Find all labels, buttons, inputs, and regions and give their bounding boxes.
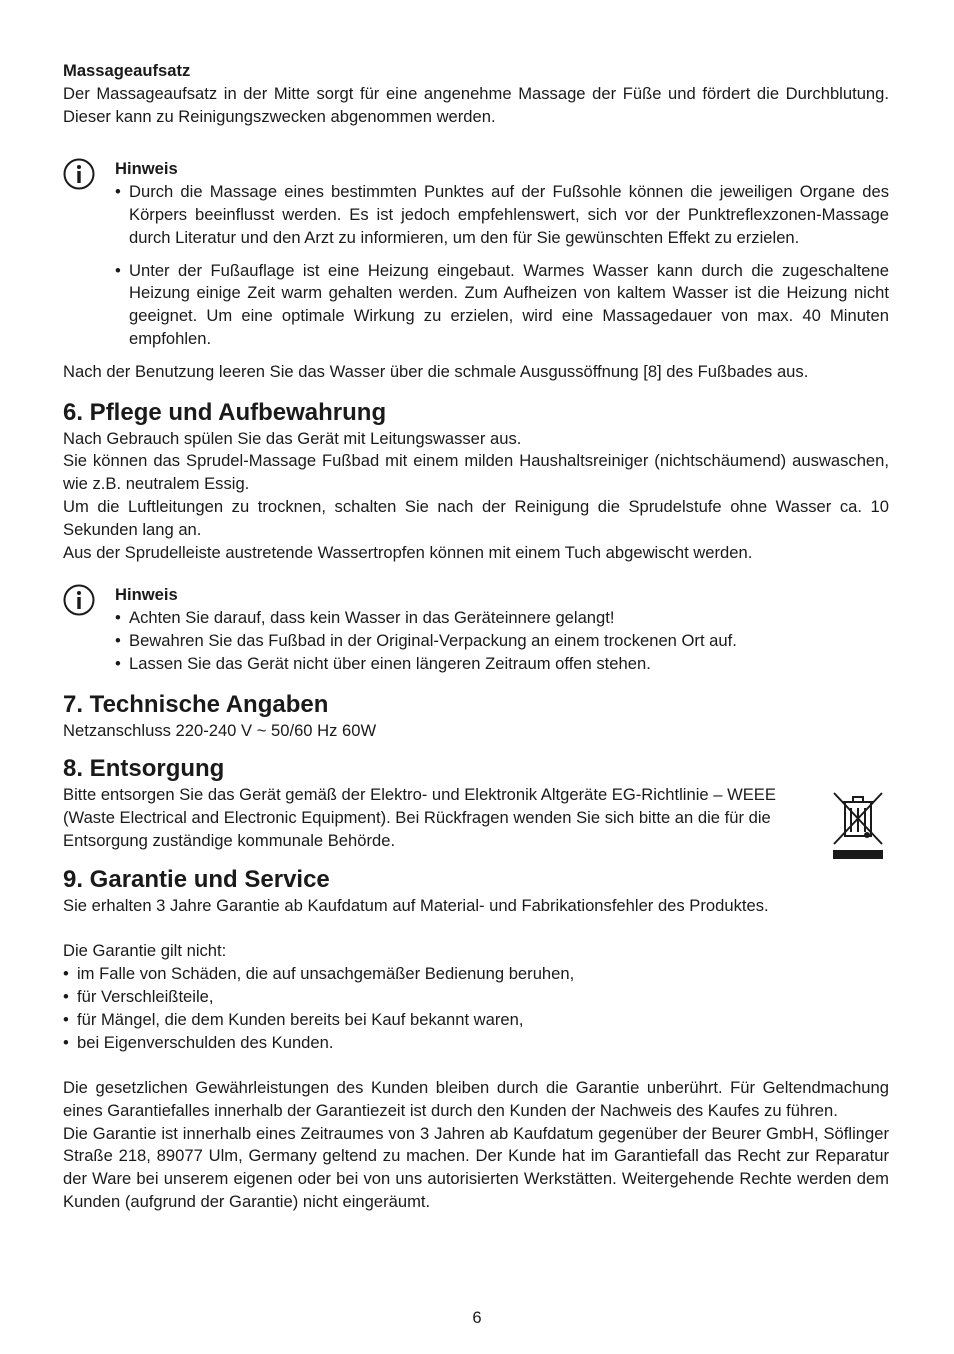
section-heading-6: 6. Pflege und Aufbewahrung: [63, 398, 387, 426]
list-item: • Durch die Massage eines bestimmten Punktes auf der Fußsohle können die jeweiligen Organe des Körpers beeinflusst werden. Es ist jedoch empfehlenswert, sich vor der Punktreflexzonen-Massage durch Literatur und den Arzt zu informieren, um den für Sie gewünschten Effekt zu erzielen.: [115, 181, 889, 249]
section-heading-9: 9. Garantie und Service: [63, 865, 330, 893]
massage-section: [63, 60, 889, 128]
warranty-exclusions-title: Die Garantie gilt nicht:: [63, 941, 227, 961]
document-page: [63, 60, 889, 1214]
after-use-text: Nach der Benutzung leeren Sie das Wasser über die schmale Ausgussöffnung [8] des Fußbades aus.: [63, 361, 809, 381]
list-item: • Achten Sie darauf, dass kein Wasser in das Geräteinnere gelangt!: [115, 607, 889, 630]
section-heading-7: 7. Technische Angaben: [63, 690, 329, 718]
note-list: [115, 607, 889, 675]
disposal-block: [63, 784, 889, 852]
paragraph: Um die Luftleitungen zu trocknen, schalten Sie nach der Reinigung die Sprudelstufe ohne Wasser ca. 10 Sekunden lang an.: [63, 496, 889, 539]
massage-title: Massageaufsatz: [63, 61, 191, 80]
disposal-text: Bitte entsorgen Sie das Gerät gemäß der Elektro- und Elektronik Altgeräte EG-Richtlinie – WEEE (Waste Electrical and Electronic Equipment). Bei Rückfragen wenden Sie sich bitte an die für die Entsorgung zuständige kommunale Behörde.: [63, 785, 776, 850]
list-item: • im Falle von Schäden, die auf unsachgemäßer Bedienung beruhen,: [63, 963, 889, 986]
technical-data: Netzanschluss 220-240 V ~ 50/60 Hz 60W: [63, 720, 377, 740]
info-icon: [63, 584, 95, 616]
warranty-exclusions-list: [63, 963, 889, 1054]
list-item: • für Verschleißteile,: [63, 986, 889, 1009]
page-number: 6: [472, 1308, 482, 1327]
list-item: • für Mängel, die dem Kunden bereits bei Kauf bekannt waren,: [63, 1009, 889, 1032]
note-box-1: [63, 158, 889, 350]
weee-crossed-bin-icon: [831, 790, 885, 860]
warranty-paragraph: Die Garantie ist innerhalb eines Zeitraumes von 3 Jahren ab Kaufdatum gegenüber der Beurer GmbH, Söflinger Straße 218, 89077 Ulm, Germany geltend zu machen. Der Kunde hat im Garantiefall das Recht zur Reparatur der Ware bei unserem eigenen oder bei von uns autorisierten Werkstätten. Weitergehende Rechte werden dem Kunden (aufgrund der Garantie) nicht eingeräumt.: [63, 1123, 889, 1212]
list-item: • Unter der Fußauflage ist eine Heizung eingebaut. Warmes Wasser kann durch die zugeschaltene Heizung einige Zeit warm gehalten werden. Zum Aufheizen von kaltem Wasser ist die Heizung nicht geeignet. Um eine optimale Wirkung zu erzielen, wird eine Massagedauer von max. 40 Minuten empfohlen.: [115, 260, 889, 351]
list-item: • bei Eigenverschulden des Kunden.: [63, 1032, 889, 1055]
note-title: Hinweis: [115, 585, 178, 605]
warranty-paragraph: Die gesetzlichen Gewährleistungen des Kunden bleiben durch die Garantie unberührt. Für Geltendmachung eines Garantiefalles innerhalb der Garantiezeit ist durch den Kunden der Nachweis des Kaufes zu führen.: [63, 1078, 889, 1120]
info-icon: [63, 158, 95, 190]
massage-text: Der Massageaufsatz in der Mitte sorgt für eine angenehme Massage der Füße und fördert die Durchblutung. Dieser kann zu Reinigungszwecken abgenommen werden.: [63, 83, 889, 126]
paragraph: Sie können das Sprudel-Massage Fußbad mit einem milden Haushaltsreiniger (nichtschäumend) auswaschen, wie z.B. neutralem Essig.: [63, 451, 889, 494]
section-heading-8: 8. Entsorgung: [63, 755, 225, 783]
note-box-2: [63, 584, 889, 675]
paragraph: Aus der Sprudelleiste austretende Wassertropfen können mit einem Tuch abgewischt werden.: [63, 542, 753, 562]
list-item: • Lassen Sie das Gerät nicht über einen längeren Zeitraum offen stehen.: [115, 653, 889, 676]
note-list: [115, 181, 889, 351]
list-item: • Bewahren Sie das Fußbad in der Original-Verpackung an einem trockenen Ort auf.: [115, 630, 889, 653]
paragraph: Nach Gebrauch spülen Sie das Gerät mit Leitungswasser aus.: [63, 428, 522, 448]
note-title: Hinweis: [115, 159, 178, 179]
warranty-intro: Sie erhalten 3 Jahre Garantie ab Kaufdatum auf Material- und Fabrikationsfehler des Produktes.: [63, 895, 769, 915]
